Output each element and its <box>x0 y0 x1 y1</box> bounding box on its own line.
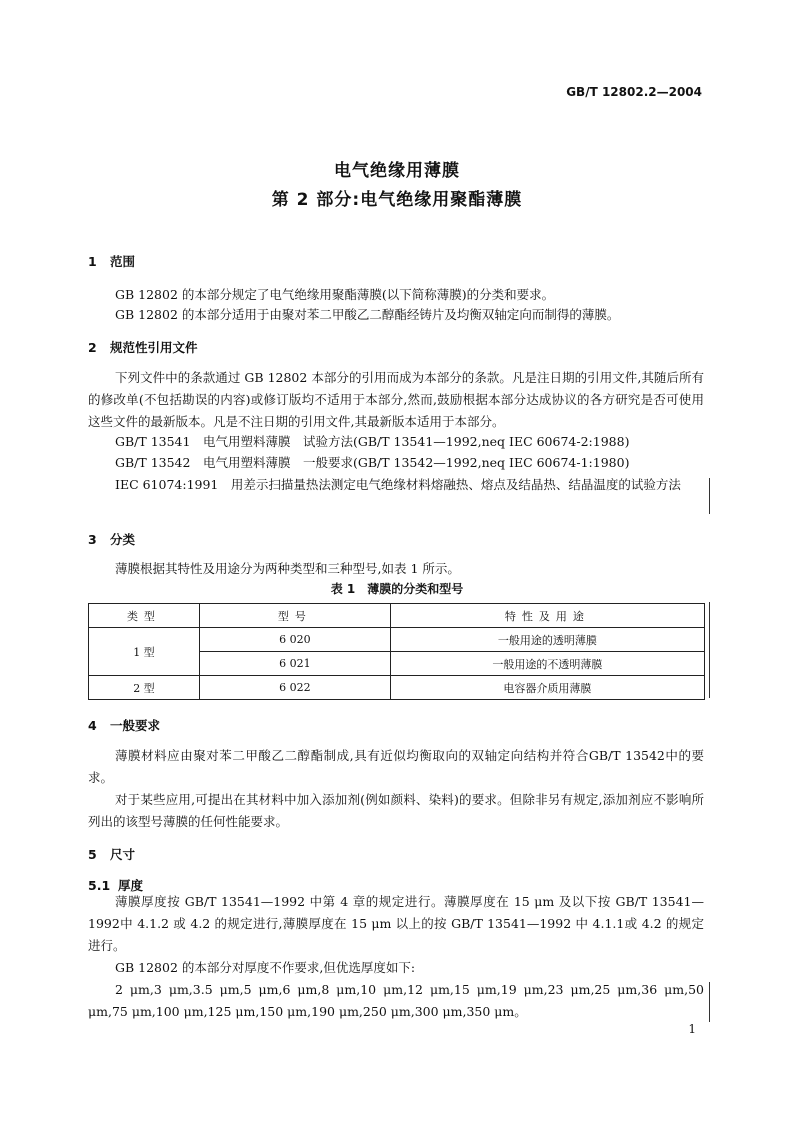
table-cell-type: 2 型 <box>89 676 200 700</box>
reference-item: GB/T 13542 电气用塑料薄膜 一般要求(GB/T 13542—1992,neq IEC 60674-1:1980) <box>115 455 630 470</box>
section-title: 分类 <box>110 532 136 547</box>
document-subtitle: 第 2 部分:电气绝缘用聚酯薄膜 <box>271 190 523 210</box>
table-cell-type: 1 型 <box>89 628 200 676</box>
section-title: 范围 <box>110 254 136 269</box>
table-header: 类型 <box>89 604 200 628</box>
table-row <box>89 628 705 652</box>
paragraph: GB 12802 的本部分适用于由聚对苯二甲酸乙二醇酯经铸片及均衡双轴定向而制得的薄膜。 <box>115 307 620 322</box>
paragraph: GB 12802 的本部分对厚度不作要求,但优选厚度如下: <box>115 960 416 975</box>
section-1-heading <box>88 252 135 270</box>
table-header: 特性及用途 <box>390 604 704 628</box>
table-header: 型号 <box>199 604 390 628</box>
paragraph: 下列文件中的条款通过 GB 12802 本部分的引用而成为本部分的条款。凡是注日期的引用文件,其随后所有的修改单(不包括勘误的内容)或修订版均不适用于本部分,然而,鼓励根据本部分达成协议的各方研究是否可使用这些文件的最新版本。凡是不注日期的引用文件,其最新版本适用于本部分。 <box>88 370 704 429</box>
document-title: 电气绝缘用薄膜 <box>334 161 460 181</box>
revision-bar <box>709 982 710 1022</box>
section-3-heading <box>88 530 135 548</box>
section-2-heading <box>88 338 198 356</box>
paragraph: GB 12802 的本部分规定了电气绝缘用聚酯薄膜(以下简称薄膜)的分类和要求。 <box>115 287 555 302</box>
revision-bar <box>709 602 710 698</box>
revision-bar <box>709 478 710 514</box>
table-cell-use: 一般用途的透明薄膜 <box>390 628 704 652</box>
page-number: 1 <box>688 1022 696 1036</box>
paragraph: 薄膜材料应由聚对苯二甲酸乙二醇酯制成,具有近似均衡取向的双轴定向结构并符合GB/T 13542中的要求。 <box>88 748 704 785</box>
section-title: 规范性引用文件 <box>110 340 198 355</box>
section-number: 4 <box>88 718 97 733</box>
reference-item: IEC 61074:1991 用差示扫描量热法测定电气绝缘材料熔融热、熔点及结晶热、结晶温度的试验方法 <box>115 477 681 492</box>
table-header-row <box>89 604 705 628</box>
reference-item: GB/T 13541 电气用塑料薄膜 试验方法(GB/T 13541—1992,neq IEC 60674-2:1988) <box>115 434 630 449</box>
paragraph: 薄膜厚度按 GB/T 13541—1992 中第 4 章的规定进行。薄膜厚度在 15 μm 及以下按 GB/T 13541—1992中 4.1.2 或 4.2 的规定进行,薄膜厚度在 15 μm 以上的按 GB/T 13541—1992 中 4.1.1或 4.2 的规定进行。 <box>88 894 704 953</box>
section-title: 厚度 <box>118 878 144 893</box>
section-number: 5 <box>88 847 97 862</box>
section-title: 一般要求 <box>110 718 161 733</box>
section-number: 1 <box>88 254 97 269</box>
section-number: 3 <box>88 532 97 547</box>
section-5-heading <box>88 845 135 863</box>
table-cell-use: 电容器介质用薄膜 <box>390 676 704 700</box>
table-cell-model: 6 020 <box>199 628 390 652</box>
table-cell-use: 一般用途的不透明薄膜 <box>390 652 704 676</box>
table-caption: 表 1 薄膜的分类和型号 <box>330 582 464 596</box>
paragraph: 对于某些应用,可提出在其材料中加入添加剂(例如颜料、染料)的要求。但除非另有规定,添加剂应不影响所列出的该型号薄膜的任何性能要求。 <box>88 792 704 829</box>
section-4-heading <box>88 716 160 734</box>
table-cell-model: 6 021 <box>199 652 390 676</box>
section-title: 尺寸 <box>110 847 136 862</box>
section-number: 2 <box>88 340 97 355</box>
table-cell-model: 6 022 <box>199 676 390 700</box>
paragraph: 薄膜根据其特性及用途分为两种类型和三种型号,如表 1 所示。 <box>115 561 460 576</box>
classification-table <box>88 603 705 700</box>
paragraph: 2 μm,3 μm,3.5 μm,5 μm,6 μm,8 μm,10 μm,12 μm,15 μm,19 μm,23 μm,25 μm,36 μm,50 μm,75 μm,100 μm,125 μm,150 μm,190 μm,250 μm,300 μm,350 μm。 <box>88 982 704 1019</box>
table-row <box>89 676 705 700</box>
standard-code: GB/T 12802.2—2004 <box>566 85 702 99</box>
section-number: 5.1 <box>88 878 111 893</box>
